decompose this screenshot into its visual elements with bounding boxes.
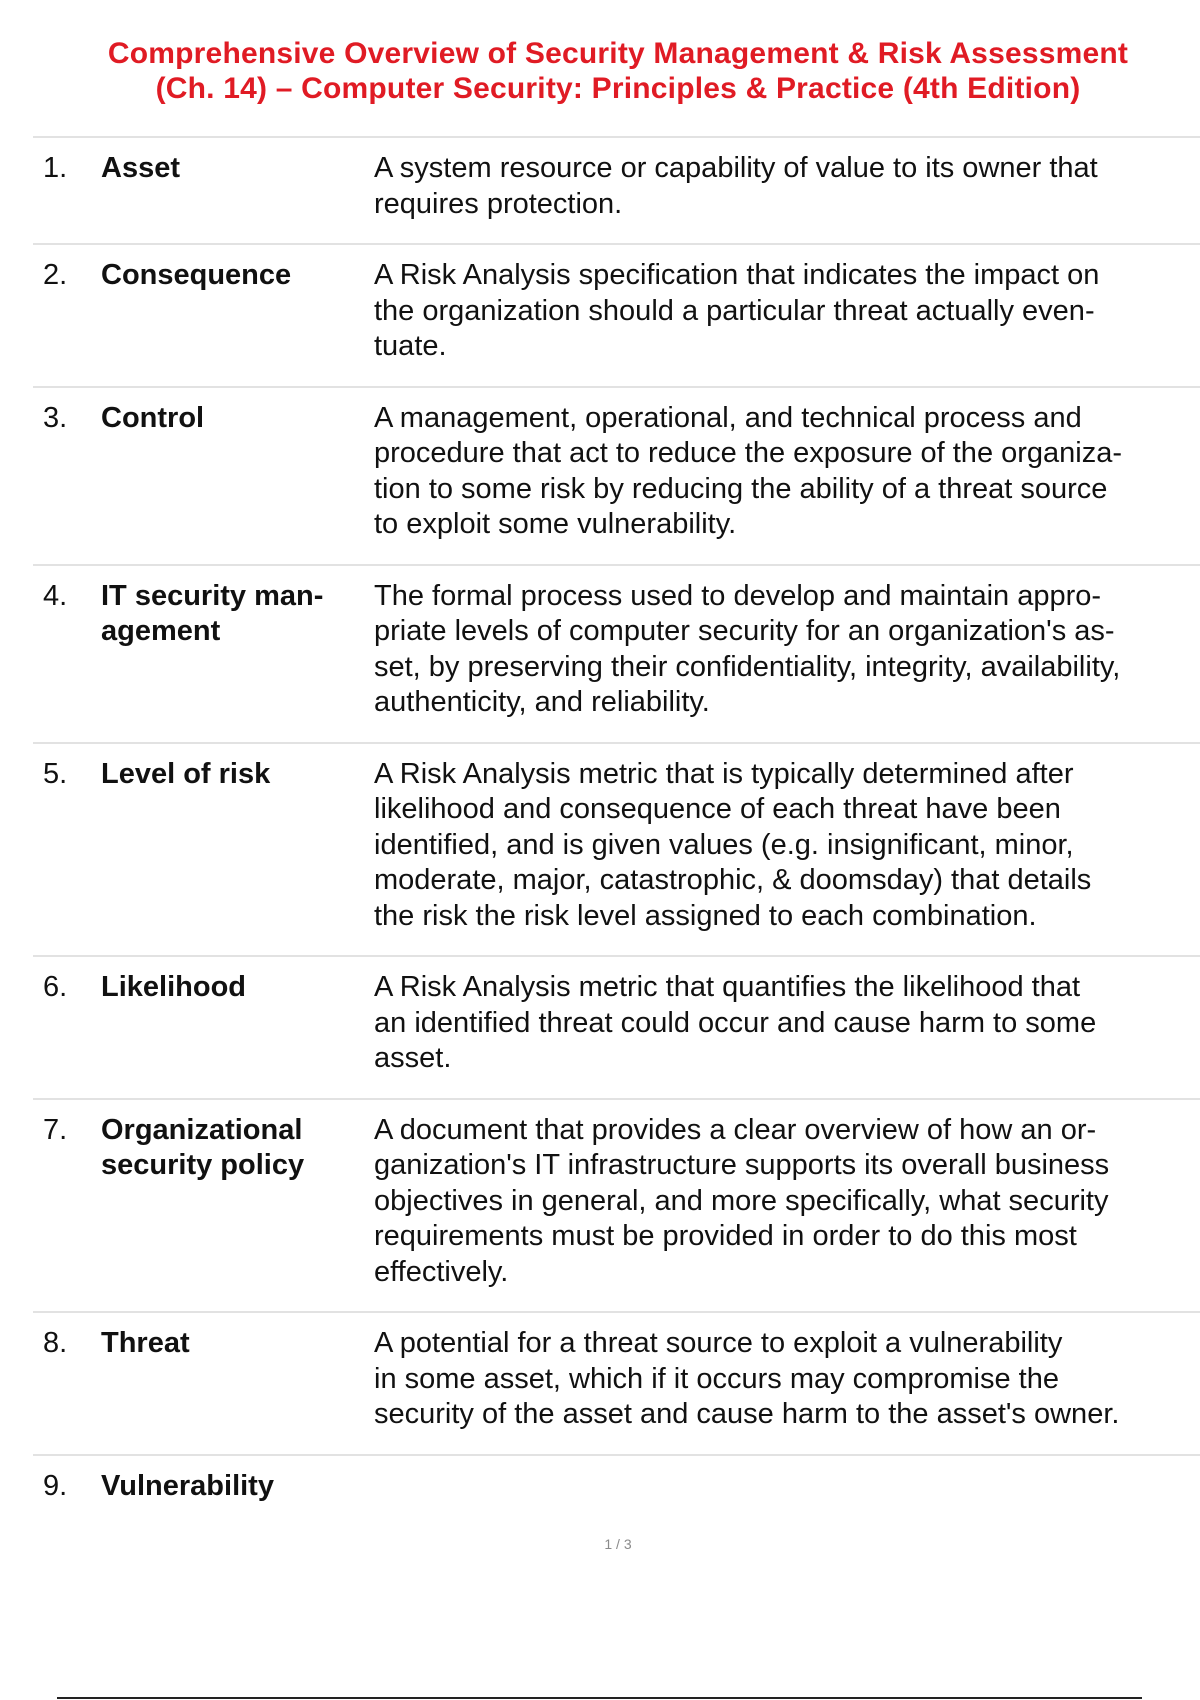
entry-term bbox=[101, 258, 374, 365]
title-line: (Ch. 14) – Computer Security: Principles & Practice (4th Edition) bbox=[155, 72, 1081, 105]
definition-line: requirements must be provided in order to do this most bbox=[374, 1220, 1077, 1252]
entry-definition bbox=[374, 579, 1194, 721]
entry-definition bbox=[374, 1113, 1194, 1291]
entry-number: 3. bbox=[43, 401, 68, 434]
entry-number: 8. bbox=[43, 1327, 68, 1359]
term-line: agement bbox=[101, 615, 221, 647]
entry-term bbox=[101, 970, 374, 1077]
definition-line: in some asset, which if it occurs may compromise the bbox=[374, 1362, 1059, 1395]
entry-definition bbox=[374, 970, 1194, 1077]
definition-line: A Risk Analysis specification that indicates the impact on bbox=[374, 259, 1100, 291]
entry-term bbox=[101, 151, 374, 222]
glossary-entry bbox=[33, 566, 1200, 744]
definition-line: The formal process used to develop and maintain appro- bbox=[374, 579, 1102, 612]
definition-line: A management, operational, and technical process and bbox=[374, 401, 1082, 434]
entry-term bbox=[101, 757, 374, 935]
definition-line: ganization's IT infrastructure supports its overall business bbox=[374, 1149, 1110, 1181]
entry-term bbox=[101, 1326, 374, 1433]
definition-line: tuate. bbox=[374, 330, 447, 362]
definition-line: asset. bbox=[374, 1042, 452, 1074]
glossary-entry bbox=[33, 1456, 1200, 1526]
definition-line: A Risk Analysis metric that is typically determined after bbox=[374, 757, 1074, 790]
definition-line: to exploit some vulnerability. bbox=[374, 508, 737, 540]
entry-term bbox=[101, 401, 374, 543]
title-line: Comprehensive Overview of Security Management & Risk Assessment bbox=[107, 37, 1129, 70]
glossary-entry bbox=[33, 957, 1200, 1100]
term-line: security policy bbox=[101, 1149, 305, 1181]
entry-term bbox=[101, 1469, 374, 1505]
glossary-entry bbox=[33, 138, 1200, 245]
definition-line: moderate, major, catastrophic, & doomsday) that details bbox=[374, 864, 1092, 896]
glossary-entry bbox=[33, 1100, 1200, 1314]
term-line: Threat bbox=[101, 1327, 190, 1359]
definition-line: objectives in general, and more specifically, what security bbox=[374, 1184, 1109, 1217]
glossary-entry bbox=[33, 388, 1200, 566]
term-line: Asset bbox=[101, 152, 180, 184]
glossary-entry bbox=[33, 1313, 1200, 1456]
term-line: Level of risk bbox=[101, 757, 271, 790]
definition-line: A potential for a threat source to exploit a vulnerability bbox=[374, 1327, 1063, 1359]
definition-line: A document that provides a clear overview of how an or- bbox=[374, 1113, 1097, 1146]
entry-number: 6. bbox=[43, 971, 68, 1003]
entry-number: 1. bbox=[43, 152, 68, 184]
term-line: IT security man- bbox=[101, 579, 324, 612]
definition-line: likelihood and consequence of each threat have been bbox=[374, 793, 1061, 825]
glossary-list bbox=[33, 136, 1200, 1525]
entry-definition bbox=[374, 1469, 1194, 1505]
page-indicator: 1 / 3 bbox=[604, 1536, 632, 1552]
document-title bbox=[0, 36, 1200, 106]
definition-line: requires protection. bbox=[374, 187, 623, 220]
definition-line: A Risk Analysis metric that quantifies the likelihood that bbox=[374, 971, 1081, 1003]
definition-line: authenticity, and reliability. bbox=[374, 686, 710, 718]
definition-line: tion to some risk by reducing the ability of a threat source bbox=[374, 472, 1108, 505]
entry-number: 4. bbox=[43, 579, 68, 612]
definition-line: security of the asset and cause harm to the asset's owner. bbox=[374, 1398, 1120, 1430]
term-line: Likelihood bbox=[101, 971, 246, 1003]
entry-definition bbox=[374, 258, 1194, 365]
definition-line: A system resource or capability of value to its owner that bbox=[374, 152, 1098, 184]
entry-term bbox=[101, 579, 374, 721]
entry-number: 7. bbox=[43, 1113, 68, 1146]
entry-definition bbox=[374, 1326, 1194, 1433]
entry-number: 5. bbox=[43, 757, 68, 790]
definition-line: priate levels of computer security for an organization's as- bbox=[374, 615, 1115, 647]
glossary-entry bbox=[33, 245, 1200, 388]
entry-number: 2. bbox=[43, 259, 68, 291]
definition-line: identified, and is given values (e.g. insignificant, minor, bbox=[374, 828, 1074, 861]
definition-line: an identified threat could occur and cause harm to some bbox=[374, 1006, 1097, 1039]
definition-line: effectively. bbox=[374, 1255, 509, 1288]
definition-line: set, by preserving their confidentiality, integrity, availability, bbox=[374, 650, 1121, 683]
term-line: Vulnerability bbox=[101, 1469, 274, 1502]
bottom-divider bbox=[57, 1697, 1142, 1699]
glossary-entry bbox=[33, 744, 1200, 958]
term-line: Organizational bbox=[101, 1113, 303, 1146]
definition-line: the organization should a particular threat actually even- bbox=[374, 294, 1095, 327]
term-line: Consequence bbox=[101, 259, 292, 291]
entry-definition bbox=[374, 151, 1194, 222]
term-line: Control bbox=[101, 401, 205, 434]
definition-line: procedure that act to reduce the exposure of the organiza- bbox=[374, 437, 1123, 469]
entry-definition bbox=[374, 757, 1194, 935]
entry-term bbox=[101, 1113, 374, 1291]
entry-definition bbox=[374, 401, 1194, 543]
definition-line: the risk the risk level assigned to each combination. bbox=[374, 899, 1037, 932]
entry-number: 9. bbox=[43, 1469, 68, 1502]
